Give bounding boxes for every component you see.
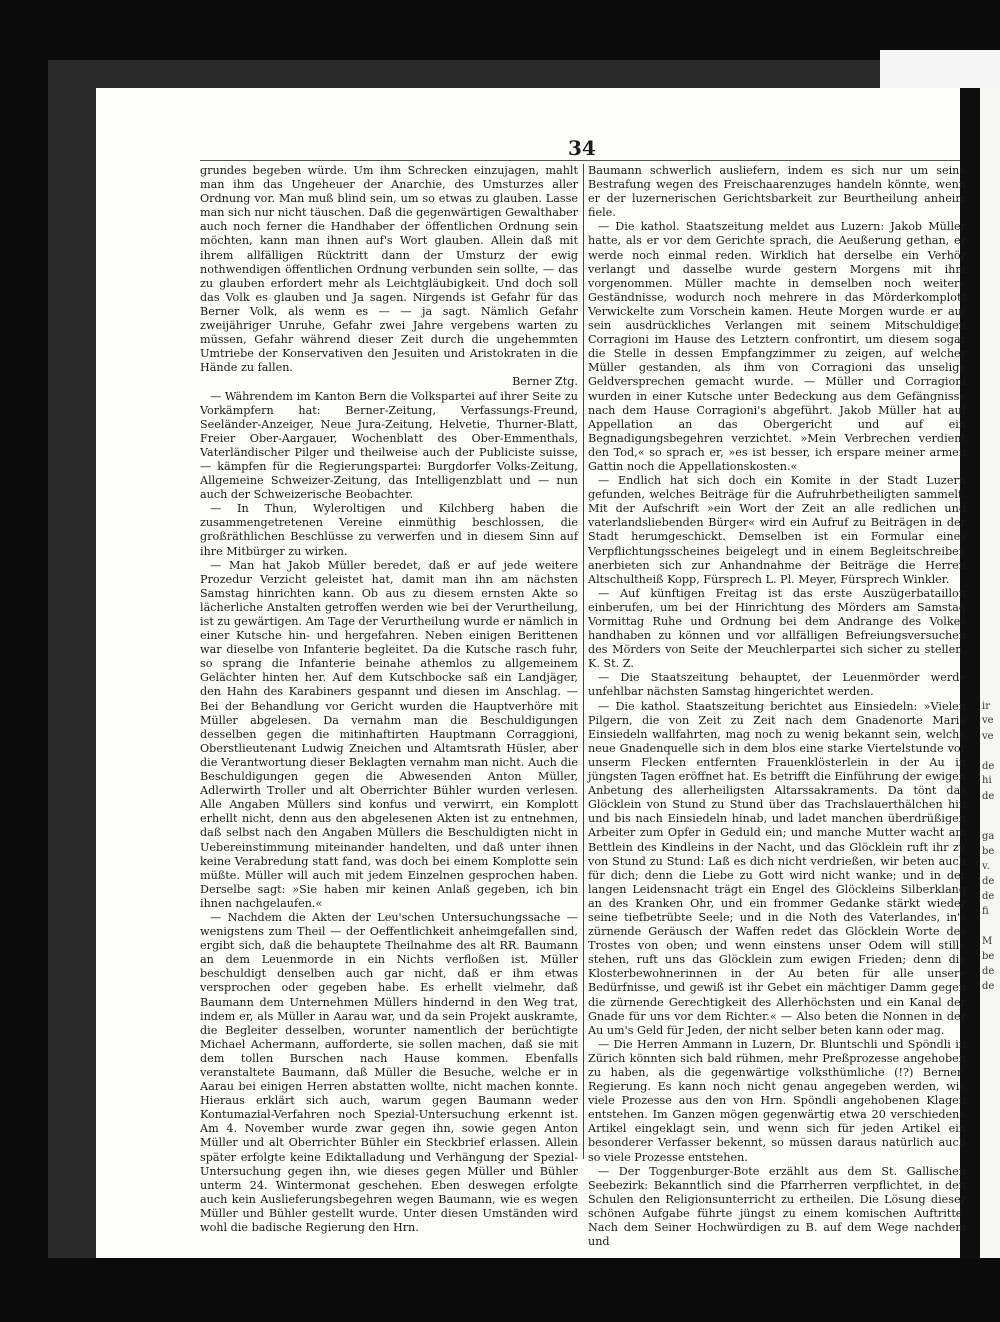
article-source: Berner Ztg.: [512, 375, 578, 389]
neighbor-text-fragment: de: [982, 761, 995, 772]
scan-edge-top-right: [880, 50, 1000, 88]
neighbor-text-fragment: ve: [982, 715, 994, 726]
neighbor-text-fragment: de: [982, 891, 995, 902]
neighbor-text-fragment: be: [982, 846, 995, 857]
neighbor-text-fragment: de: [982, 966, 995, 977]
article-paragraph: — Nachdem die Akten der Leu'schen Untersuchungssache — wenigstens zum Theil — der Oeffentlichkeit anheimgefallen sind, ergibt sich, daß die behauptete Theilnahme des alt RR. Baumann an dem Leuenmorde in ein Nichts verfloßen ist. Müller beschuldigt denselben auch gar nicht, daß er ihm etwas versprochen oder gegeben habe. Es erhellt vielmehr, daß Baumann dem Unternehmen Müllers hindernd in den Weg trat, indem er, als Müller in Aarau war, und da sein Projekt auskramte, die Begleiter desselben, worunter namentlich der berüchtigte Michael Achermann, aufforderte, sie sollen machen, daß sie mit dem tollen Burschen nach Hause kommen. Ebenfalls veranstaltete Baumann, daß Müller die Besuche, welche er in Aarau bei einigen Herren abstatten wollte, nicht machen konnte. Hieraus erklärt sich auch, warum gegen Baumann weder Kontumazial-Verfahren noch Spezial-Untersuchung erkennt ist. Am 4. November wurde zwar gegen ihn, sowie gegen Anton Müller und alt Oberrichter Bühler ein Steckbrief erlassen. Allein später erfolgte keine Ediktalladung und Verhängung der Spezial-Untersuchung gegen ihn, wie dieses gegen Müller und Bühler unterm 24. Wintermonat geschehen. Eben deswegen erfolgte auch kein Auslieferungsbegehren wegen Baumann, wie es wegen Müller und Bühler gestellt wurde. Unter diesen Umständen wird wohl die badische Regierung den Hrn.: [200, 910, 578, 1235]
article-paragraph: — Die Staatszeitung behauptet, der Leuenmörder werde unfehlbar nächsten Samstag hingerichtet werden.: [588, 671, 966, 699]
article-paragraph: — Währendem im Kanton Bern die Volkspartei auf ihrer Seite zu Vorkämpfern hat: Berner-Zeitung, Verfassungs-Freund, Seeländer-Anzeiger, Neue Jura-Zeitung, Helvetie, Thurner-Blatt, Freier Ober-Aargauer, Wochenblatt des Ober-Emmenthals, Vaterländischer Pilger und theilweise auch der Publiciste suisse, — kämpfen für die Regierungspartei: Burgdorfer Volks-Zeitung, Allgemeine Schweizer-Zeitung, das Intelligenzblatt und — nun auch der Schweizerische Beobachter.: [200, 389, 578, 502]
neighbor-text-fragment: ir: [982, 701, 990, 712]
left-column: [200, 164, 578, 1235]
article-paragraph: — Man hat Jakob Müller beredet, daß er auf jede weitere Prozedur Verzicht geleistet hat, damit man ihn am nächsten Samstag hinrichten kann. Ob aus zu diesem ernsten Akte so lächerliche Anstalten getroffen werden wie bei der Verurtheilung, ist zu gewärtigen. Am Tage der Verurtheilung wurde er nämlich in einer Kutsche hin- und hergefahren. Neben einigen Berittenen war dieselbe von Infanterie begleitet. Da die Kutsche rasch fuhr, so sprang die Infanterie beinahe athemlos zu allgemeinem Gelächter hinten her. Auf dem Kutschbocke saß ein Landjäger, den Hahn des Karabiners gespannt und diesen im Anschlag. — Bei der Behandlung vor Gericht wurden die Hauptverhöre mit Müller abgelesen. Da vernahm man die Beschuldigungen desselben gegen die mitinhaftirten Hauptmann Corraggioni, Oberstlieutenant Ludwig Zneichen und Altamtsrath Hüsler, aber die Verantwortung dieser Beklagten vernahm man nicht. Auch die Beschuldigungen gegen die Abwesenden Anton Müller, Adlerwirth Troller und alt Oberrichter Bühler wurden verlesen. Alle Angaben Müllers sind konfus und verwirrt, ein Komplott erhellt nicht, denn aus den abgelesenen Akten ist zu entnehmen, daß selbst nach den Angaben Müllers die Beschuldigten nicht in Uebereinstimmung miteinander handelten, und daß unter ihnen keine Verabredung statt fand, was doch bei einem Komplotte sein müßte. Müller will auch mit jedem Einzelnen gesprochen haben. Derselbe sagt: »Sie haben mir keinen Anlaß gegeben, ich bin ihnen nachgelaufen.«: [200, 558, 578, 910]
scan-shadow-left: [48, 60, 96, 1280]
neighbor-text-fragment: de: [982, 791, 995, 802]
scan-shadow-top: [48, 60, 998, 90]
newspaper-page: [200, 100, 970, 1249]
article-paragraph: grundes begeben würde. Um ihm Schrecken einzujagen, mahlt man ihm das Ungeheuer der Anarchie, des Umsturzes aller Ordnung vor. Man muß blind sein, um so etwas zu glauben. Lasse man sich nur nicht täuschen. Daß die gegenwärtigen Gewalthaber auch noch ferner die Handhaber der öffentlichen Ordnung sein möchten, kann man ihnen auf's Wort glauben. Allein daß mit ihrem allfälligen Rücktritt dann der Umsturz der ewig nothwendigen öffentlichen Ordnung verbunden sein sollte, — das zu glauben erfordert mehr als Leichtgläubigkeit. Und doch soll das Volk es glauben und Ja sagen. Nirgends ist Gefahr für das Berner Volk, als wenn es — — ja sagt. Nämlich Gefahr zweijähriger Unruhe, Gefahr zwei Jahre vergebens warten zu müssen, Gefahr während dieser Zeit durch die ungehemmten Umtriebe der Konservativen den Jesuiten und Aristokraten in die Hände zu fallen.: [200, 164, 578, 375]
neighbor-text-fragment: be: [982, 951, 995, 962]
neighbor-text-fragment: v.: [982, 861, 990, 872]
article-paragraph: Baumann schwerlich ausliefern, indem es sich nur um seine Bestrafung wegen des Freischaarenzuges handeln könnte, wenn er der luzernerischen Gerichtsbarkeit zur Beurtheilung anheim fiele.: [588, 164, 966, 220]
neighbor-text-fragment: de: [982, 876, 995, 887]
neighbor-text-fragment: hi: [982, 775, 992, 786]
article-paragraph: — Auf künftigen Freitag ist das erste Auszügerbataillon einberufen, um bei der Hinrichtung des Mörders am Samstag Vormittag Ruhe und Ordnung bei dem Andrange des Volkes handhaben zu können und vor allfälligen Befreiungsversuchen des Mörders von Seite der Meuchlerpartei sich sicher zu stellen. K. St. Z.: [588, 586, 966, 671]
right-column: [588, 164, 966, 1249]
scan-border-bottom: [0, 1258, 1000, 1322]
neighbor-text-fragment: ga: [982, 831, 995, 842]
page-number: 34: [568, 136, 596, 160]
neighbor-text-fragment: de: [982, 981, 995, 992]
neighbor-text-fragment: ve: [982, 731, 994, 742]
article-paragraph: — Der Toggenburger-Bote erzählt aus dem St. Gallischen Seebezirk: Bekanntlich sind die Pfarrherren verpflichtet, in den Schulen den Religionsunterricht zu ertheilen. Die Lösung dieser schönen Aufgabe führte jüngst zu einem komischen Auftritte. Nach dem Seiner Hochwürdigen zu B. auf dem Wege nachdem und: [588, 1164, 966, 1249]
article-paragraph: — Endlich hat sich doch ein Komite in der Stadt Luzern gefunden, welches Beiträge für die Aufruhrbetheiligten sammelt. Mit der Aufschrift »ein Wort der Zeit an alle redlichen und vaterlandsliebenden Bürger« wird ein Aufruf zu Beiträgen in der Stadt herumgeschickt. Demselben ist ein Formular eines Verpflichtungsscheines beigelegt und in einem Begleitschreiben anerbieten sich zur Anhandnahme der Beiträge die Herren Altschultheiß Kopp, Fürsprech L. Pl. Meyer, Fürsprech Winkler.: [588, 474, 966, 586]
neighbor-page-edge: [980, 88, 1000, 1258]
article-paragraph: — Die kathol. Staatszeitung berichtet aus Einsiedeln: »Vielen Pilgern, die von Zeit zu Zeit nach dem Gnadenorte Maria Einsiedeln wallfahrten, mag noch zu wenig bekannt sein, welche neue Gnadenquelle sich in dem blos eine starke Viertelstunde vor unserm Flecken entfernten Frauenklösterlein in der Au in jüngsten Tagen eröffnet hat. Es betrifft die Einführung der ewigen Anbetung des allerheiligsten Altarssakraments. Da tönt das Glöcklein von Stund zu Stund über das Trachslauerthälchen hin und bis nach Einsiedeln hinab, und ladet manchen überdrüßigen Arbeiter zum Opfer in Geduld ein; und manche Mutter wacht am Bettlein des Kindleins in der Nacht, und das Glöcklein ruft ihr zu von Stund zu Stund: Laß es dich nicht verdrießen, wir beten auch für dich; denn die Liebe zu Gott wird nicht wanke; und in der langen Leidensnacht trägt ein Engel des Glöckleins Silberklang an des Kranken Ohr, und ein frommer Gedanke stärkt wieder seine tiefbetrübte Seele; und in die Noth des Vaterlandes, in's zürnende Geräusch der Waffen redet das Glöcklein Worte des Trostes von oben; und wenn einstens unser Odem will stille stehen, ruft uns das Glöcklein zum ewigen Frieden; denn die Klosterbewohnerinnen in der Au beten für alle unsere Bedürfnisse, und gewiß ist ihr Gebet ein mächtiger Damm gegen die zürnende Gerechtigkeit des Allerhöchsten und ein Kanal der Gnade für uns vor dem Richter.« — Also beten die Nonnen in der Au um's Geld für Jeden, der nicht selber beten kann oder mag.: [588, 699, 966, 1037]
header-rule: [200, 160, 960, 161]
article-paragraph: — In Thun, Wyleroltigen und Kilchberg haben die zusammengetretenen Vereine einmüthig beschlossen, die großräthlichen Beschlüsse zu verwerfen und in diesem Sinn auf ihre Mitbürger zu wirken.: [200, 502, 578, 558]
neighbor-text-fragment: M: [982, 936, 993, 947]
neighbor-text-fragment: fi: [982, 906, 989, 917]
article-paragraph: — Die Herren Ammann in Luzern, Dr. Bluntschli und Spöndli in Zürich könnten sich bald rühmen, mehr Preßprozesse angehoben zu haben, als die gegenwärtige volksthümliche (!?) Berner-Regierung. Es kann noch nicht genau angegeben werden, wie viele Prozesse aus den von Hrn. Spöndli angehobenen Klagen entstehen. Im Ganzen mögen gegenwärtig etwa 20 verschiedene Artikel eingeklagt sein, und wenn sich für jeden Artikel ein besonderer Verfasser bekennt, so müssen daraus natürlich auch so viele Prozesse entstehen.: [588, 1037, 966, 1164]
column-divider: [583, 164, 584, 1159]
article-paragraph: — Die kathol. Staatszeitung meldet aus Luzern: Jakob Müller hatte, als er vor dem Gerichte sprach, die Aeußerung gethan, er werde noch einmal reden. Wirklich hat derselbe ein Verhör verlangt und dasselbe wurde gestern Morgens mit ihm vorgenommen. Müller machte in demselben noch weitere Geständnisse, wodurch noch mehrere in das Mörderkomplott Verwickelte zum Vorschein kamen. Heute Morgen wurde er auf sein ausdrückliches Verlangen mit seinem Mitschuldigen Corragioni im Hause des Letztern confrontirt, um diesem sogar die Stelle in dessen Empfangzimmer zu zeigen, auf welcher Müller gestanden, als ihm von Corragioni das unselige Geldversprechen gemacht wurde. — Müller und Corragioni wurden in einer Kutsche unter Bedeckung aus dem Gefängnisse nach dem Hause Corragioni's abgeführt. Jakob Müller hat auf Appellation an das Obergericht und auf ein Begnadigungsbegehren verzichtet. »Mein Verbrechen verdient den Tod,« so sprach er, »es ist besser, ich erspare meiner armen Gattin noch die Appellationskosten.«: [588, 220, 966, 473]
